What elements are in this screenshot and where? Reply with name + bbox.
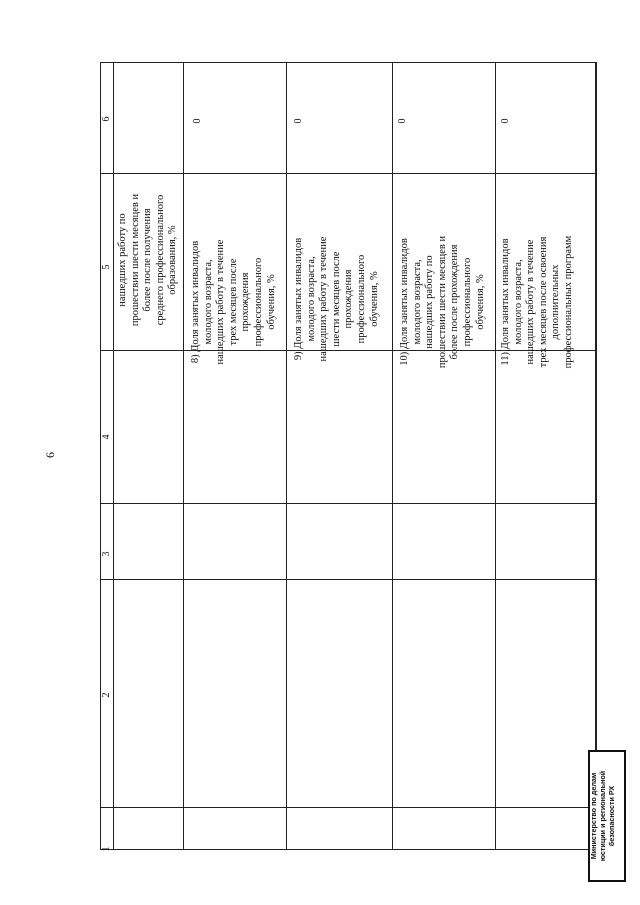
header-column [101,63,114,852]
row-value: 0 [500,118,511,124]
column-separator [101,350,596,351]
data-table [100,62,597,850]
table-row [287,63,393,849]
table-row [114,63,184,849]
row-value: 0 [397,118,408,124]
row-description: 8) Доля занятых инвалидов молодого возраста, нашедших работу в течение трех месяцев после прохождения профессионального обучения, % [190,239,277,365]
row-value: 0 [192,118,203,124]
row-description: 9) Доля занятых инвалидов молодого возраста, нашедших работу в течение шести месяцев после прохождения профессионального обучения, % [293,236,380,362]
col-number-5: 5 [101,264,112,270]
col-number-2: 2 [101,692,112,698]
table-row [496,63,596,849]
stamp-text: Министерство по делам юстиции и региональной безопасности РХ [589,770,616,862]
column-separator [101,173,596,174]
col-number-4: 4 [101,434,112,440]
column-separator [101,579,596,580]
col-number-6: 6 [101,116,112,122]
column-separator [101,503,596,504]
page-number: 6 [43,452,57,458]
row-value: 0 [293,118,304,124]
col-number-3: 3 [101,551,112,557]
row-description: 10) Доля занятых инвалидов молодого возраста, нашедших работу по прошествии шести месяцев и более после прохождения профессионального обучения, % [399,235,486,369]
table-row [184,63,287,849]
ministry-stamp [588,750,626,882]
row-description: нашедших работу по прошествии шести месяцев и более после получения среднего профессионального образования, % [117,193,179,327]
col-number-1: 1 [101,846,112,852]
column-separator [101,807,596,808]
row-description: 11) Доля занятых инвалидов молодого возраста, нашедших работу в течение трех месяцев после освоения дополнительных профессиональных программ [500,235,574,369]
table-row [393,63,496,849]
